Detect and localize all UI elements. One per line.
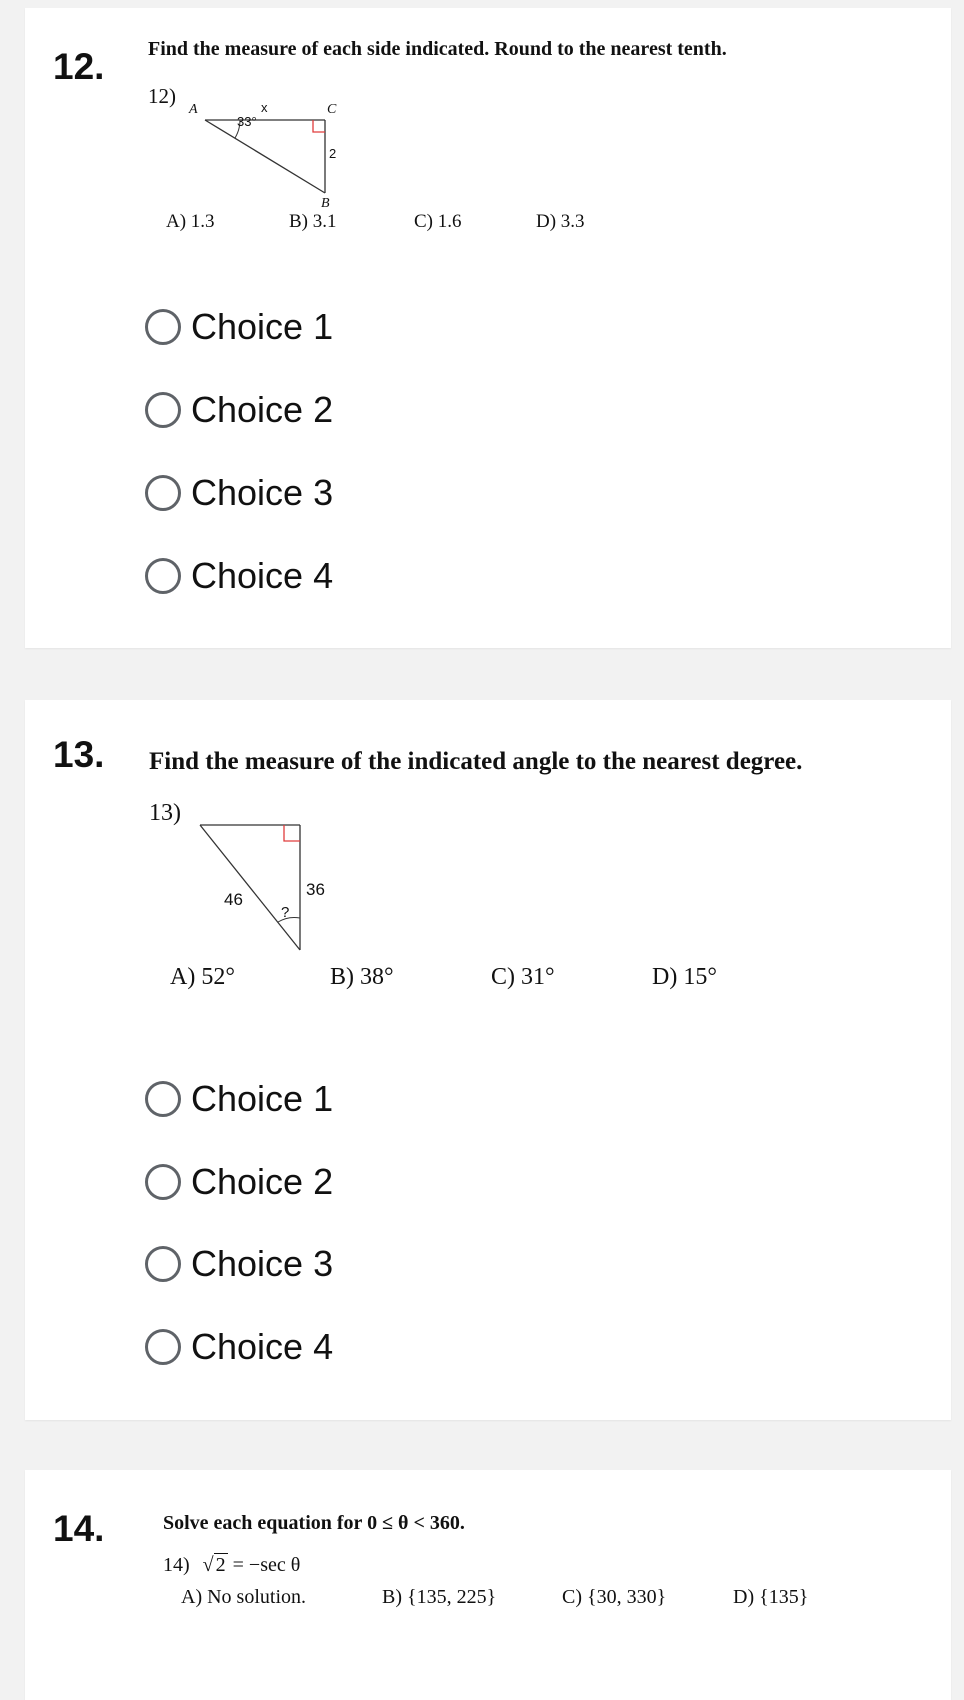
- vertex-b-label: B: [321, 196, 330, 211]
- question-card-13: [25, 700, 951, 1420]
- unknown-angle-label: ?: [281, 904, 290, 921]
- radio-unselected-icon[interactable]: [145, 392, 181, 428]
- radicand: 2: [215, 1554, 226, 1576]
- item-label: 14): [163, 1554, 190, 1576]
- unknown-side-label: x: [261, 100, 268, 115]
- radio-unselected-icon[interactable]: [145, 1246, 181, 1282]
- radio-unselected-icon[interactable]: [145, 1329, 181, 1365]
- equation: [163, 1554, 300, 1577]
- triangle-diagram: [25, 700, 425, 960]
- choice-label: Choice 2: [191, 1161, 334, 1202]
- choice-3[interactable]: [145, 472, 333, 514]
- radio-unselected-icon[interactable]: [145, 309, 181, 345]
- choice-label: Choice 3: [191, 472, 334, 513]
- triangle-diagram: [25, 8, 425, 218]
- answer-option-a: A) 1.3: [166, 211, 215, 232]
- question-prompt: Find the measure of each side indicated. Round to the nearest tenth.: [148, 38, 727, 60]
- question-prompt: Find the measure of the indicated angle to the nearest degree.: [149, 748, 803, 775]
- answer-option-d: D) 3.3: [536, 211, 585, 232]
- answer-option-d: D) {135}: [733, 1586, 809, 1608]
- right-angle-marker: [284, 825, 300, 841]
- question-number: 13.: [53, 734, 105, 775]
- choice-label: Choice 3: [191, 1243, 334, 1284]
- right-angle-marker: [313, 120, 325, 132]
- question-number: 12.: [53, 46, 105, 87]
- choice-1[interactable]: [145, 1078, 333, 1120]
- choice-label: Choice 2: [191, 389, 334, 430]
- choice-2[interactable]: [145, 1161, 333, 1203]
- answer-option-b: B) 38°: [330, 964, 394, 990]
- leg-label: 36: [306, 880, 325, 899]
- sqrt-icon: √: [202, 1554, 214, 1576]
- answer-option-c: C) 1.6: [414, 211, 462, 232]
- question-prompt: Solve each equation for 0 ≤ θ < 360.: [163, 1512, 465, 1534]
- radio-unselected-icon[interactable]: [145, 475, 181, 511]
- answer-option-a: A) No solution.: [181, 1586, 306, 1608]
- answer-option-c: C) {30, 330}: [562, 1586, 667, 1608]
- choice-4[interactable]: [145, 555, 333, 597]
- answer-option-a: A) 52°: [170, 964, 235, 990]
- radio-unselected-icon[interactable]: [145, 1164, 181, 1200]
- choice-3[interactable]: [145, 1243, 333, 1285]
- known-side-label: 2: [329, 146, 337, 161]
- vertex-a-label: A: [189, 102, 198, 117]
- question-number: 14.: [53, 1508, 105, 1549]
- radio-unselected-icon[interactable]: [145, 558, 181, 594]
- question-card-14: [25, 1470, 951, 1700]
- answer-option-d: D) 15°: [652, 964, 717, 990]
- equation-rest: = −sec θ: [227, 1554, 301, 1576]
- choice-label: Choice 1: [191, 306, 334, 347]
- choice-1[interactable]: [145, 306, 333, 348]
- choice-label: Choice 4: [191, 555, 334, 596]
- choice-label: Choice 4: [191, 1326, 334, 1367]
- radio-unselected-icon[interactable]: [145, 1081, 181, 1117]
- angle-label: 33°: [237, 114, 257, 129]
- question-card-12: [25, 8, 951, 648]
- answer-option-b: B) 3.1: [289, 211, 337, 232]
- choice-4[interactable]: [145, 1326, 333, 1368]
- item-label: 13): [149, 800, 181, 826]
- choice-label: Choice 1: [191, 1078, 334, 1119]
- answer-option-b: B) {135, 225}: [382, 1586, 497, 1608]
- item-label: 12): [148, 84, 176, 108]
- hypotenuse-label: 46: [224, 890, 243, 909]
- answer-option-c: C) 31°: [491, 964, 555, 990]
- choice-2[interactable]: [145, 389, 333, 431]
- vertex-c-label: C: [327, 102, 337, 117]
